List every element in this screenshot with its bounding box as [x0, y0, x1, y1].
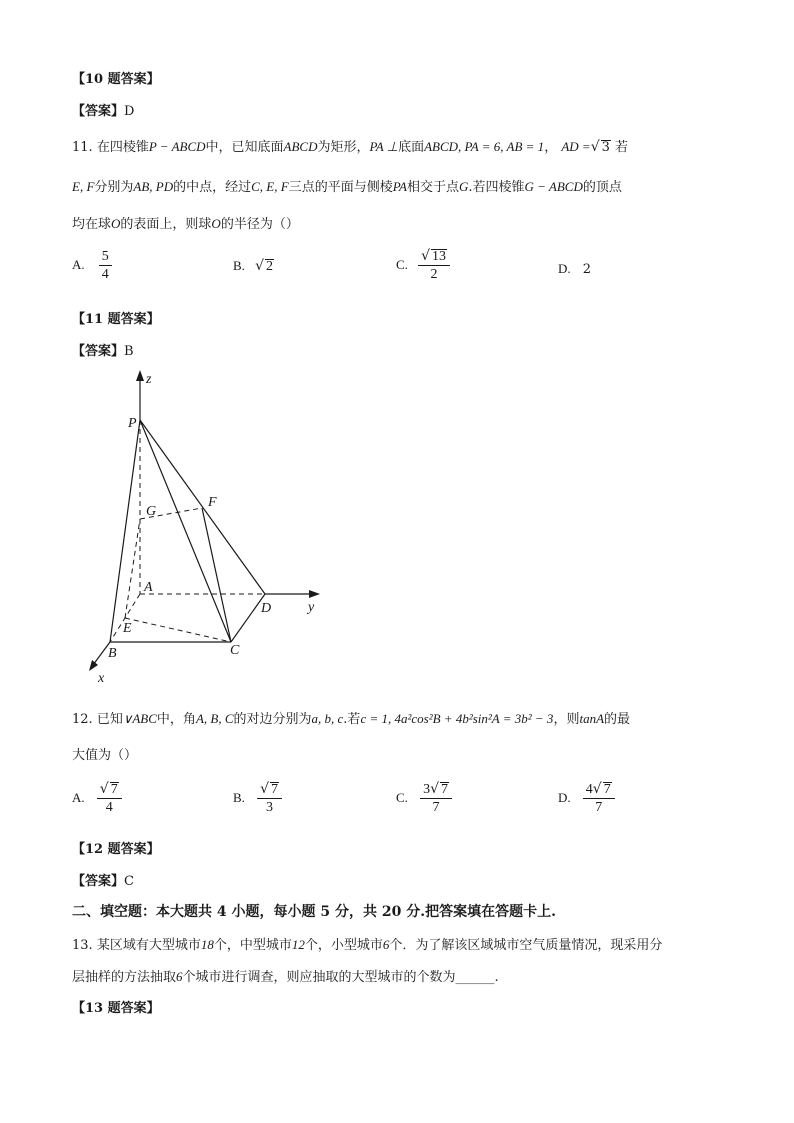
sqrt-symbol: √	[590, 139, 600, 155]
sqrt-symbol: √	[592, 781, 602, 797]
number: 12	[291, 937, 305, 952]
question-number: 13.	[72, 938, 93, 953]
denominator: 2	[430, 267, 438, 282]
option-letter: D.	[558, 790, 571, 805]
math: PA	[392, 179, 407, 194]
answer-label: 【答案】	[72, 344, 125, 359]
numerator	[257, 781, 282, 799]
text: 的表面上，则球	[120, 217, 212, 232]
text: 的半径为（）	[220, 217, 299, 232]
q12-option-c	[396, 781, 452, 816]
q12-option-d	[558, 781, 615, 816]
answer-value: B	[124, 344, 134, 359]
math: AD =	[561, 139, 591, 154]
answer-blank: ______	[455, 970, 495, 985]
number: 6	[382, 937, 390, 952]
q12-option-a	[72, 781, 122, 816]
radicand: 2	[265, 259, 273, 274]
text: 个．为了解该区域城市空气质量情况，现采用分	[389, 938, 663, 953]
sqrt-symbol: √	[430, 781, 439, 797]
fraction	[257, 781, 282, 816]
text: 的中点，经过	[173, 180, 252, 195]
option-value: 2	[582, 262, 592, 277]
label-x: x	[98, 671, 105, 686]
answer-value: C	[124, 874, 134, 889]
math: c = 1, 4a²cos²B + 4b²sin²A = 3b² − 3	[360, 711, 554, 726]
text: 的最	[604, 712, 631, 727]
segment-EC	[125, 618, 231, 642]
text: ，则	[553, 712, 580, 727]
text: 的对边分别为	[233, 712, 312, 727]
sqrt-symbol: √	[421, 248, 430, 264]
text: .若四棱锥	[468, 180, 525, 195]
q10-answer-header: 【10 题答案】	[72, 72, 160, 87]
q12-option-b	[233, 781, 282, 816]
q13-line-1	[72, 934, 662, 953]
edge-FC	[202, 508, 231, 642]
z-axis-arrow	[136, 370, 144, 381]
math: a, b, c	[311, 711, 344, 726]
edge-PC	[140, 420, 231, 642]
label-E: E	[123, 621, 132, 636]
radicand: 7	[110, 782, 118, 797]
label-P: P	[128, 416, 137, 431]
math: P − ABCD	[148, 139, 206, 154]
denominator: 4	[105, 800, 113, 815]
option-letter: C.	[396, 257, 408, 272]
label-F: F	[208, 495, 217, 510]
denominator: 3	[266, 800, 274, 815]
answer-value: D	[124, 104, 135, 119]
q11-line-1	[72, 136, 628, 155]
fraction	[420, 781, 452, 816]
text: .若	[343, 712, 361, 727]
numerator	[97, 781, 122, 799]
fraction	[418, 248, 450, 283]
q11-line-2	[72, 176, 622, 195]
numerator: 5	[99, 248, 112, 266]
section-title: 二、填空题：本大题共 4 小题，每小题 5 分，共 20 分.把答案填在答题卡上.	[72, 904, 556, 920]
fraction	[97, 781, 122, 816]
answer-label: 【答案】	[72, 104, 125, 119]
q10-answer	[72, 100, 134, 119]
math: ABCD, PA = 6, AB = 1	[424, 139, 545, 154]
label-G: G	[146, 504, 157, 519]
label-B: B	[108, 646, 117, 661]
q12-answer	[72, 870, 134, 889]
label-C: C	[230, 643, 240, 658]
fraction	[583, 781, 615, 816]
q13-answer-header: 【13 题答案】	[72, 1001, 160, 1016]
radicand: 13	[431, 249, 446, 264]
q12-answer-header: 【12 题答案】	[72, 842, 160, 857]
radicand: 7	[270, 782, 278, 797]
numerator	[420, 781, 452, 799]
label-A: A	[144, 580, 153, 595]
math: G	[458, 179, 469, 194]
label-y: y	[308, 600, 315, 615]
math: E, F	[72, 179, 95, 194]
segment-EG	[125, 519, 140, 618]
text: 均在球	[72, 217, 112, 232]
coefficient: 4	[585, 782, 593, 797]
option-letter: D.	[558, 261, 571, 276]
question-number: 12.	[72, 712, 93, 727]
sqrt-symbol: √	[260, 781, 269, 797]
sqrt-symbol: √	[255, 258, 264, 274]
q11-answer-header: 【11 题答案】	[72, 312, 160, 327]
text: 分别为	[94, 180, 134, 195]
answer-label: 【答案】	[72, 874, 125, 889]
denominator: 7	[432, 800, 440, 815]
option-letter: A.	[72, 790, 85, 805]
math: O	[211, 216, 221, 231]
text: 的顶点	[582, 180, 622, 195]
denominator: 7	[595, 800, 603, 815]
math: PA ⊥	[369, 139, 399, 154]
fraction	[99, 248, 112, 283]
math: O	[111, 216, 121, 231]
text: 已知	[96, 712, 123, 727]
coefficient: 3	[423, 782, 431, 797]
math: A, B, C	[195, 711, 234, 726]
text: 若	[615, 140, 629, 155]
pyramid-figure	[80, 365, 330, 690]
number: 18	[200, 937, 214, 952]
math: AB, PD	[133, 179, 174, 194]
text: 个，小型城市	[304, 938, 383, 953]
text: 层抽样的方法抽取	[72, 970, 177, 985]
numerator	[418, 248, 450, 266]
math: G − ABCD	[524, 179, 583, 194]
text: 底面	[398, 140, 425, 155]
edge-CD	[231, 594, 265, 642]
text: ，	[544, 140, 558, 155]
q13-line-2	[72, 966, 499, 985]
text: 个，中型城市	[213, 938, 292, 953]
q11-answer	[72, 340, 134, 359]
radicand: 3	[601, 140, 610, 155]
sqrt-symbol: √	[99, 781, 109, 797]
x-axis-arrow	[89, 660, 98, 671]
radicand: 7	[603, 782, 611, 797]
option-letter: B.	[233, 258, 245, 273]
math: ∨ABC	[122, 711, 157, 726]
denominator: 4	[101, 267, 109, 282]
edge-PB	[110, 420, 140, 642]
y-axis-arrow	[309, 590, 320, 598]
text: 中，角	[156, 712, 196, 727]
text: 某区域有大型城市	[96, 938, 201, 953]
option-letter: B.	[233, 790, 245, 805]
q12-line-1	[72, 708, 630, 727]
math: C, E, F	[251, 179, 289, 194]
math: tanA	[579, 711, 605, 726]
edge-PD	[140, 420, 265, 594]
number: 6	[176, 969, 183, 984]
q11-option-c	[396, 248, 450, 283]
text: 个城市进行调查，则应抽取的大型城市的个数为	[182, 970, 456, 985]
option-letter: C.	[396, 790, 408, 805]
label-D: D	[261, 601, 272, 616]
option-letter: A.	[72, 257, 85, 272]
text: 相交于点	[406, 180, 459, 195]
radicand: 7	[440, 782, 448, 797]
text: 为矩形，	[317, 140, 370, 155]
text: 三点的平面与侧棱	[288, 180, 393, 195]
question-number: 11.	[72, 140, 93, 155]
numerator	[583, 781, 615, 799]
label-z: z	[146, 372, 152, 387]
q12-line-2: 大值为（）	[72, 748, 138, 763]
q11-option-a	[72, 248, 112, 283]
text: 在四棱锥	[96, 140, 149, 155]
q11-option-d	[558, 261, 591, 277]
text: .	[494, 970, 499, 985]
math: ABCD	[283, 139, 318, 154]
q11-line-3	[72, 213, 299, 232]
text: 中，已知底面	[205, 140, 284, 155]
q11-option-b	[233, 258, 274, 274]
